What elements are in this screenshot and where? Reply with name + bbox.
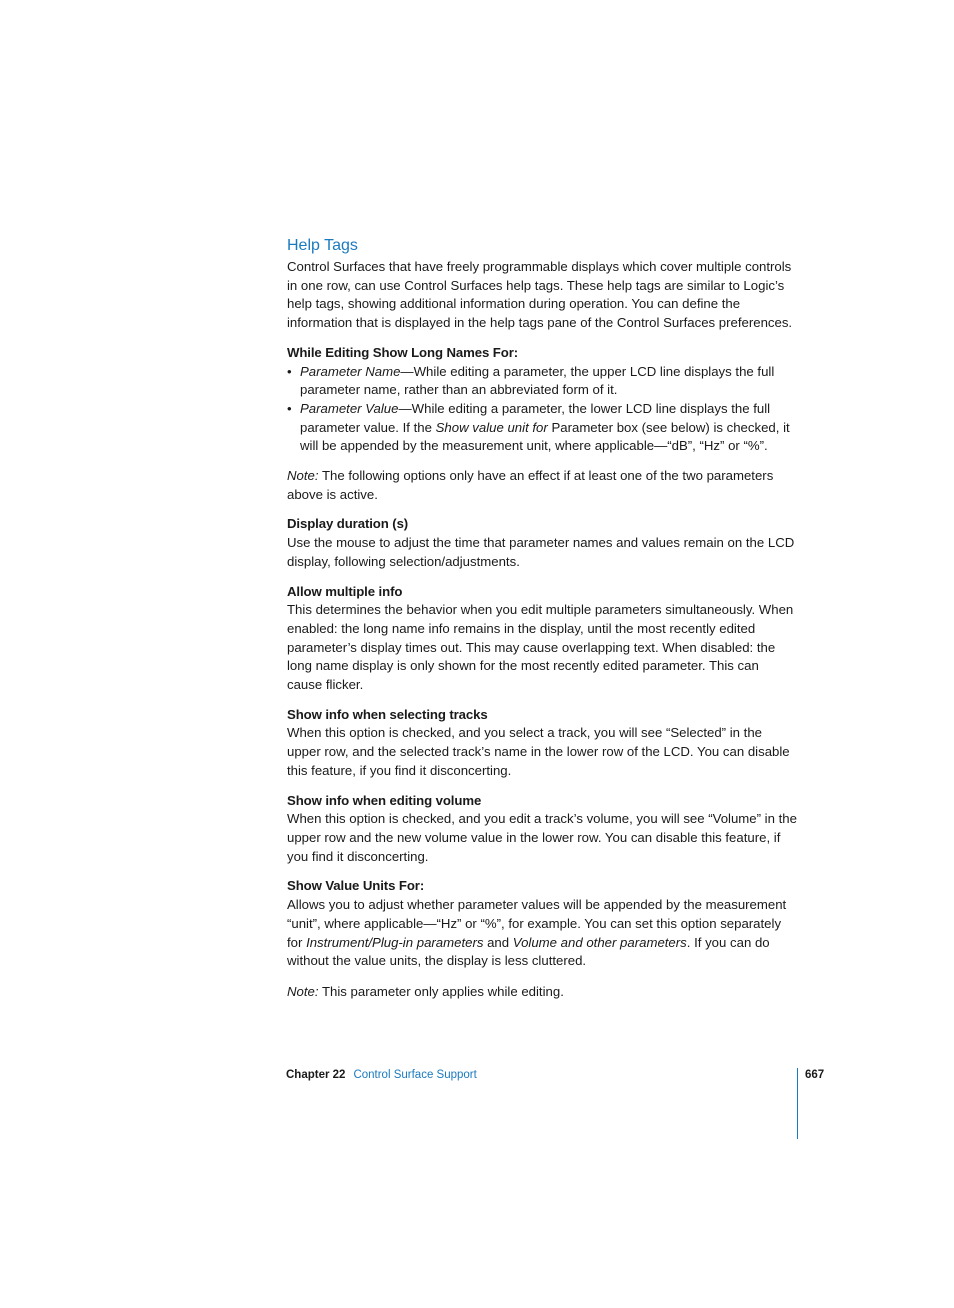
page-number: 667 [805, 1069, 825, 1081]
value-units-heading: Show Value Units For: [287, 878, 425, 894]
note-label-2: Note: [287, 983, 319, 999]
parameter-name-text: —While editing a parameter, the upper LCD line displays the full parameter name, rather than an abbreviated form of it. [300, 363, 775, 398]
page-content [287, 236, 797, 1002]
value-units-mid: and [483, 934, 513, 950]
value-units-text-start: Allows you to adjust whether parameter values will be appended by the measurement “unit”, where applicable—“Hz” or “%”, for example. You can set this option separately for [287, 897, 787, 950]
show-volume-heading: Show info when editing volume [287, 792, 482, 808]
instrument-params-term: Instrument/Plug-in parameters [306, 934, 484, 950]
list-item [287, 400, 797, 456]
display-duration-heading: Display duration (s) [287, 516, 409, 532]
show-volume-text: When this option is checked, and you edit a track’s volume, you will see “Volume” in the upper row and the new volume value in the lower row. You can disable this feature, if you find it disconcerting. [287, 811, 797, 864]
intro-paragraph: Control Surfaces that have freely programmable displays which cover multiple controls in one row, can use Control Surfaces help tags. These help tags are similar to Logic’s help tags, showing additional information during operation. You can define the information that is displayed in the help tags pane of the Control Surfaces preferences. [287, 259, 793, 331]
long-names-list [287, 363, 797, 457]
note-text-2: This parameter only applies while editing. [318, 983, 564, 999]
show-tracks-heading: Show info when selecting tracks [287, 706, 488, 722]
list-item [287, 363, 797, 400]
parameter-name-term: Parameter Name [300, 363, 401, 379]
long-names-heading: While Editing Show Long Names For: [287, 344, 519, 360]
allow-multiple-text: This determines the behavior when you edit multiple parameters simultaneously. When enabled: the long name info remains in the display, until the most recently edited parameter’s display times out. This may cause overlapping text. When disabled: the long name display is only shown for the most recently edited parameter. This can cause flicker. [287, 602, 794, 693]
section-title: Help Tags [287, 237, 358, 254]
parameter-value-text: —While editing a parameter, the lower LCD line displays the full parameter value. If the [300, 400, 771, 435]
show-tracks-text: When this option is checked, and you select a track, you will see “Selected” in the upper row, and the selected track’s name in the lower row of the LCD. You can disable this feature, if you find it disconcerting. [287, 725, 790, 778]
volume-params-term: Volume and other parameters [512, 934, 687, 950]
footer-divider [797, 1068, 798, 1139]
note-paragraph-2 [287, 983, 797, 1002]
note-text: The following options only have an effect if at least one of the two parameters above is active. [287, 468, 774, 502]
page-footer [286, 1069, 477, 1081]
chapter-title-link[interactable]: Control Surface Support [353, 1069, 477, 1081]
chapter-number: Chapter 22 [286, 1069, 346, 1081]
parameter-value-term: Parameter Value [300, 400, 399, 416]
note-label: Note: [287, 468, 319, 484]
note-paragraph [287, 467, 797, 504]
allow-multiple-heading: Allow multiple info [287, 583, 403, 599]
value-units-text [287, 896, 797, 971]
display-duration-text: Use the mouse to adjust the time that parameter names and values remain on the LCD display, following selection/adjustments. [287, 535, 795, 569]
value-units-text-end: . If you can do without the value units, the display is less cluttered. [287, 934, 770, 969]
show-value-unit-term: Show value unit for [435, 419, 548, 435]
parameter-value-text-end: Parameter box (see below) is checked, it will be appended by the measurement unit, where applicable—“dB”, “Hz” or “%”. [300, 419, 790, 454]
